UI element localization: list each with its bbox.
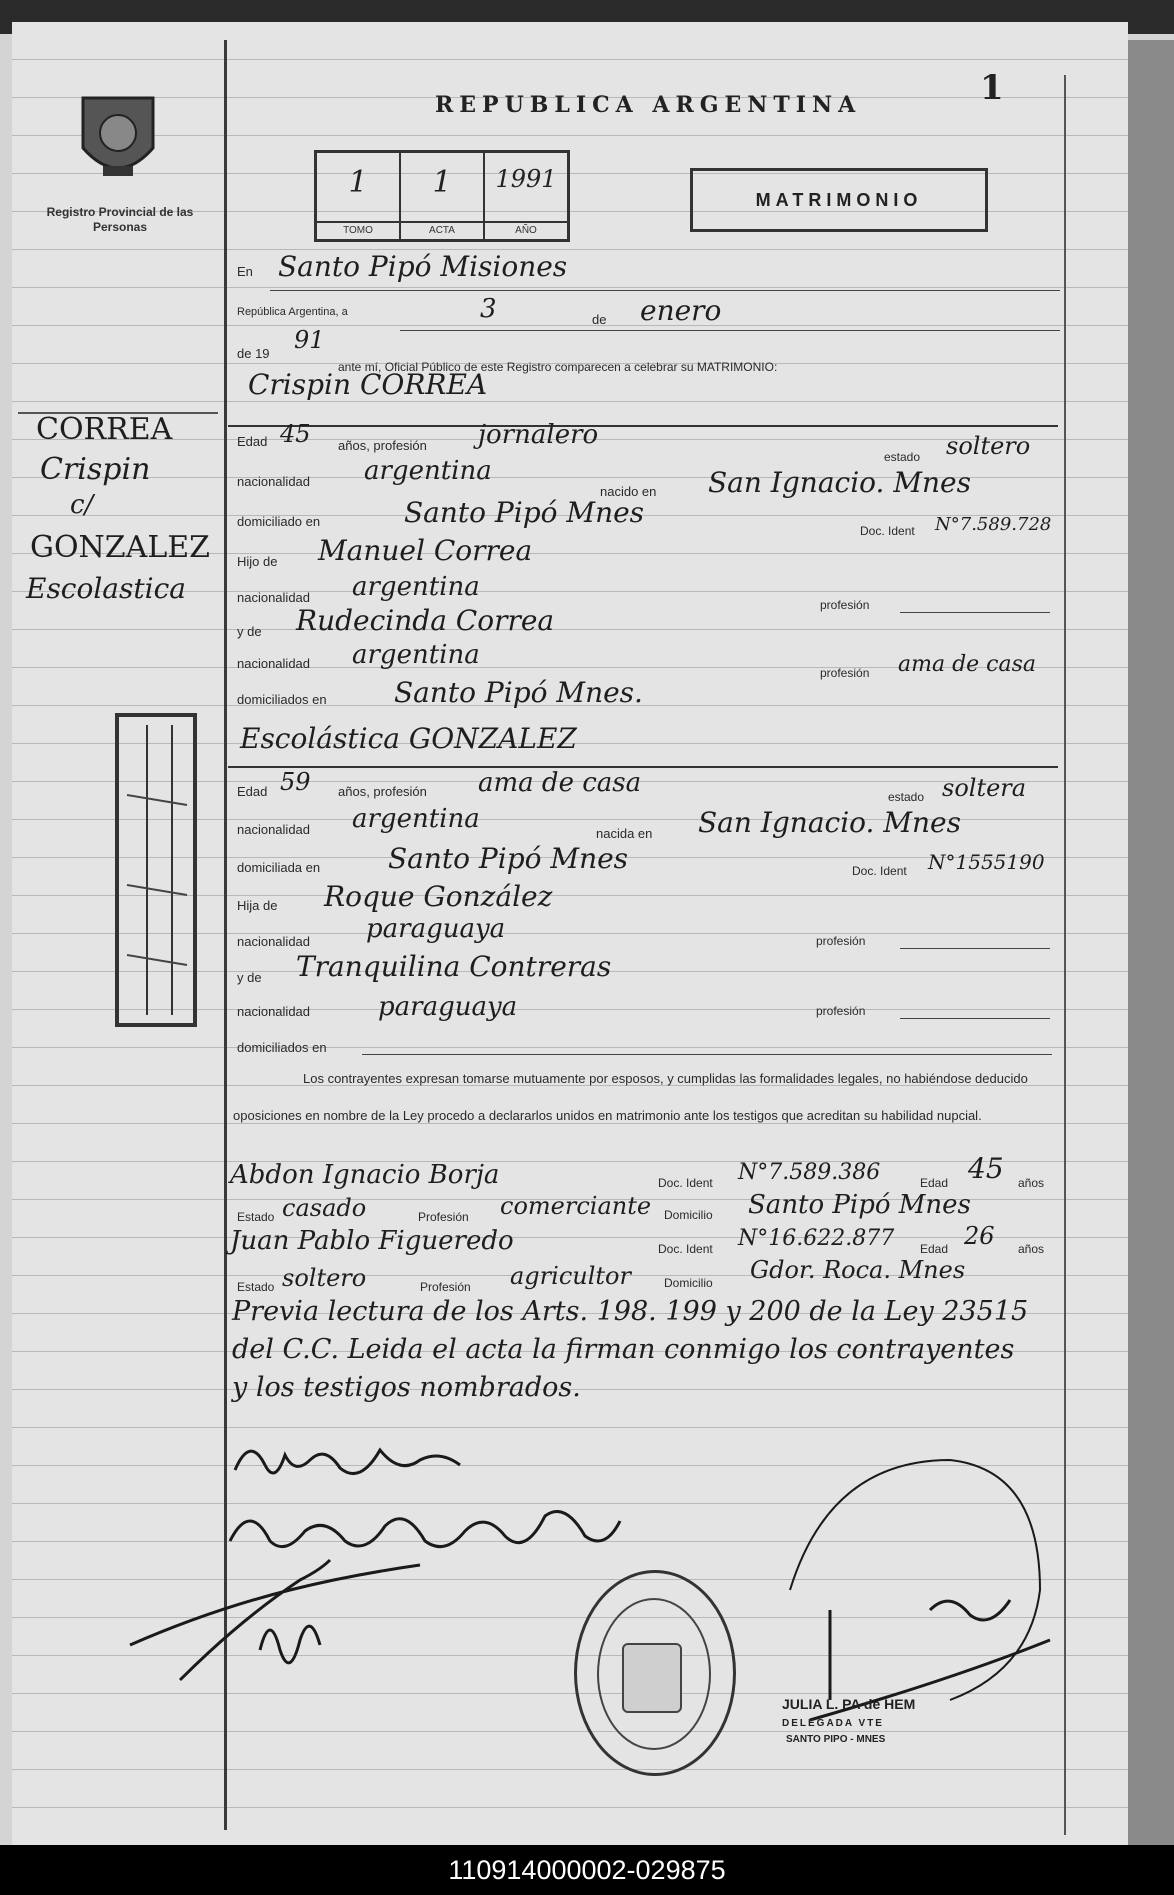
ano-label: AÑO bbox=[485, 221, 567, 239]
witness2-dom-label: Domicilio bbox=[664, 1276, 713, 1290]
bride-father: Roque González bbox=[324, 880, 553, 913]
margin-note-with: c/ bbox=[70, 490, 94, 520]
declaration-text: Los contrayentes expresan tomarse mutuamente por esposos, y cumplidas las formalidades legales, no habiéndose deducido oposiciones en nombre de la Ley procedo a declararlos unidos en matrimonio ante los testigos que acreditan su habilidad nupcial. bbox=[233, 1071, 1028, 1123]
place-line bbox=[270, 290, 1060, 291]
estado-label: estado bbox=[884, 450, 921, 464]
bride-domiciliados-line bbox=[362, 1054, 1052, 1055]
bride-father-prof-line bbox=[900, 948, 1050, 949]
groom-signature-icon bbox=[230, 1430, 470, 1490]
bride-status: soltera bbox=[942, 774, 1027, 802]
father-nationality-label: nacionalidad bbox=[237, 590, 311, 605]
domiciliado-label: domiciliado en bbox=[237, 514, 321, 529]
witness1-doc-label: Doc. Ident bbox=[658, 1176, 713, 1190]
witness1-doc: N°7.589.386 bbox=[738, 1160, 881, 1185]
closing-line2: del C.C. Leida el acta la firman conmigo los contrayentes bbox=[232, 1334, 1015, 1365]
intro-text: ante mí, Oficial Público de este Registro comparecen a celebrar su MATRIMONIO: bbox=[338, 360, 778, 374]
record-box bbox=[314, 150, 570, 242]
edad-label: Edad bbox=[237, 434, 268, 449]
groom-doc: N°7.589.728 bbox=[935, 514, 1052, 535]
father-profession-label: profesión bbox=[820, 598, 870, 612]
nacionalidad-label: nacionalidad bbox=[237, 474, 311, 489]
hija-label: Hija de bbox=[237, 898, 278, 913]
witness1-age: 45 bbox=[968, 1152, 1004, 1185]
date-line bbox=[400, 330, 1060, 331]
bride-nacionalidad-label: nacionalidad bbox=[237, 822, 311, 837]
profesion-label: años, profesión bbox=[338, 438, 427, 453]
witness-signatures-icon bbox=[120, 1550, 480, 1700]
bride-domiciliados-label: domiciliados en bbox=[237, 1040, 327, 1055]
acta-label: ACTA bbox=[401, 221, 483, 239]
witness2-profession: agricultor bbox=[510, 1262, 631, 1290]
margin-note-bride-surname: GONZALEZ bbox=[30, 530, 210, 565]
witness2-name: Juan Pablo Figueredo bbox=[230, 1226, 514, 1256]
bride-mother-nationality: paraguaya bbox=[378, 992, 518, 1022]
domiciliada-label: domiciliada en bbox=[237, 860, 321, 875]
bride-mother: Tranquilina Contreras bbox=[296, 950, 612, 983]
nacida-label: nacida en bbox=[596, 826, 653, 841]
book-edge bbox=[1128, 40, 1174, 1845]
groom-profession: jornalero bbox=[478, 420, 599, 450]
seal-emblem-icon bbox=[622, 1643, 682, 1713]
witness1-prof-label: Profesión bbox=[418, 1210, 469, 1224]
groom-section-line bbox=[228, 425, 1058, 427]
officer-signature-icon bbox=[750, 1440, 1070, 1740]
bride-profession: ama de casa bbox=[478, 768, 642, 798]
act-type-box: MATRIMONIO bbox=[690, 168, 988, 232]
margin-note-surname: CORREA bbox=[36, 412, 173, 447]
witness1-name: Abdon Ignacio Borja bbox=[230, 1160, 500, 1190]
bride-edad-label: Edad bbox=[237, 784, 268, 799]
scan-id-footer: 110914000002-029875 bbox=[0, 1845, 1174, 1895]
groom-father: Manuel Correa bbox=[318, 534, 533, 567]
month-value: enero bbox=[640, 294, 722, 327]
ano-cell bbox=[485, 153, 567, 239]
en-label: En bbox=[237, 264, 253, 279]
margin-note-firstname: Crispin bbox=[40, 452, 151, 487]
witness1-profession: comerciante bbox=[500, 1192, 652, 1220]
witness2-doc-label: Doc. Ident bbox=[658, 1242, 713, 1256]
witness1-dom-label: Domicilio bbox=[664, 1208, 713, 1222]
year-prefix: de 19 bbox=[237, 346, 270, 361]
groom-age: 45 bbox=[280, 420, 311, 448]
place-value: Santo Pipó Misiones bbox=[278, 250, 568, 283]
father-profession-line bbox=[900, 612, 1050, 613]
tomo-value: 1 bbox=[348, 165, 368, 200]
bride-father-nat-label: nacionalidad bbox=[237, 934, 311, 949]
bride-mother-prof-line bbox=[900, 1018, 1050, 1019]
mother-nationality-label: nacionalidad bbox=[237, 656, 311, 671]
bride-birthplace: San Ignacio. Mnes bbox=[698, 806, 961, 839]
groom-mother-profession: ama de casa bbox=[898, 652, 1037, 677]
witness2-doc: N°16.622.877 bbox=[738, 1226, 895, 1251]
acta-value: 1 bbox=[432, 165, 452, 200]
groom-birthplace: San Ignacio. Mnes bbox=[708, 466, 971, 499]
bride-name: Escolástica GONZALEZ bbox=[240, 722, 577, 755]
officer-name: JULIA L. PA de HEM bbox=[782, 1696, 916, 1712]
bride-section-line bbox=[228, 766, 1058, 768]
mother-profession-label: profesión bbox=[820, 666, 870, 680]
de-label: de bbox=[592, 312, 607, 327]
tomo-cell bbox=[317, 153, 401, 239]
bride-doc-label: Doc. Ident bbox=[852, 864, 907, 878]
witness1-edad-label: Edad bbox=[920, 1176, 949, 1190]
closing-line1: Previa lectura de los Arts. 198. 199 y 200 de la Ley 23515 bbox=[232, 1296, 1029, 1327]
nacido-label: nacido en bbox=[600, 484, 657, 499]
groom-father-nationality: argentina bbox=[352, 572, 480, 602]
witness2-domicile: Gdor. Roca. Mnes bbox=[750, 1256, 966, 1284]
witness1-anos-label: años bbox=[1018, 1176, 1045, 1190]
domiciliados-label: domiciliados en bbox=[237, 692, 327, 707]
page-number: 1 bbox=[980, 68, 1004, 108]
margin-note-bride-firstname: Escolastica bbox=[26, 572, 186, 605]
year-suffix: 91 bbox=[294, 326, 325, 354]
bride-father-prof-label: profesión bbox=[816, 934, 866, 948]
groom-residence: Santo Pipó Mnes bbox=[404, 496, 645, 529]
bride-father-nationality: paraguaya bbox=[366, 914, 506, 944]
bride-residence: Santo Pipó Mnes bbox=[388, 842, 629, 875]
bride-estado-label: estado bbox=[888, 790, 925, 804]
groom-mother-nationality: argentina bbox=[352, 640, 480, 670]
yde-label: y de bbox=[237, 624, 262, 639]
bride-mother-nat-label: nacionalidad bbox=[237, 1004, 311, 1019]
registry-name: Registro Provincial de las Personas bbox=[46, 205, 194, 234]
ano-value: 1991 bbox=[495, 165, 557, 193]
witness2-prof-label: Profesión bbox=[420, 1280, 471, 1294]
country-title: REPUBLICA ARGENTINA bbox=[435, 92, 862, 118]
official-seal bbox=[574, 1570, 736, 1776]
witness1-domicile: Santo Pipó Mnes bbox=[748, 1190, 971, 1220]
witness2-status: soltero bbox=[282, 1264, 367, 1292]
bride-profesion-label: años, profesión bbox=[338, 784, 427, 799]
witness2-anos-label: años bbox=[1018, 1242, 1045, 1256]
bride-doc: N°1555190 bbox=[928, 850, 1045, 874]
day-value: 3 bbox=[480, 294, 497, 324]
coat-of-arms-icon bbox=[73, 88, 163, 193]
officer-role: DELEGADA VTE bbox=[782, 1718, 884, 1729]
witness2-age: 26 bbox=[964, 1222, 995, 1250]
acta-cell bbox=[401, 153, 485, 239]
hijo-label: Hijo de bbox=[237, 554, 278, 569]
groom-mother: Rudecinda Correa bbox=[296, 604, 555, 637]
doc-label: Doc. Ident bbox=[860, 524, 915, 538]
bride-nationality: argentina bbox=[352, 804, 480, 834]
witness2-estado-label: Estado bbox=[237, 1280, 275, 1294]
groom-status: soltero bbox=[946, 432, 1031, 460]
bride-age: 59 bbox=[280, 768, 311, 796]
witness1-estado-label: Estado bbox=[237, 1210, 275, 1224]
closing-line3: y los testigos nombrados. bbox=[232, 1372, 581, 1403]
bride-mother-prof-label: profesión bbox=[816, 1004, 866, 1018]
groom-parents-residence: Santo Pipó Mnes. bbox=[394, 676, 643, 709]
tomo-label: TOMO bbox=[317, 221, 399, 239]
officer-place: SANTO PIPO - MNES bbox=[786, 1734, 886, 1745]
groom-nationality: argentina bbox=[364, 456, 492, 486]
witness2-edad-label: Edad bbox=[920, 1242, 949, 1256]
margin-stamp-icon bbox=[107, 705, 205, 1035]
rep-label: República Argentina, a bbox=[237, 306, 348, 318]
witness1-status: casado bbox=[282, 1194, 367, 1222]
bride-yde-label: y de bbox=[237, 970, 262, 985]
groom-name: Crispin CORREA bbox=[248, 368, 488, 401]
